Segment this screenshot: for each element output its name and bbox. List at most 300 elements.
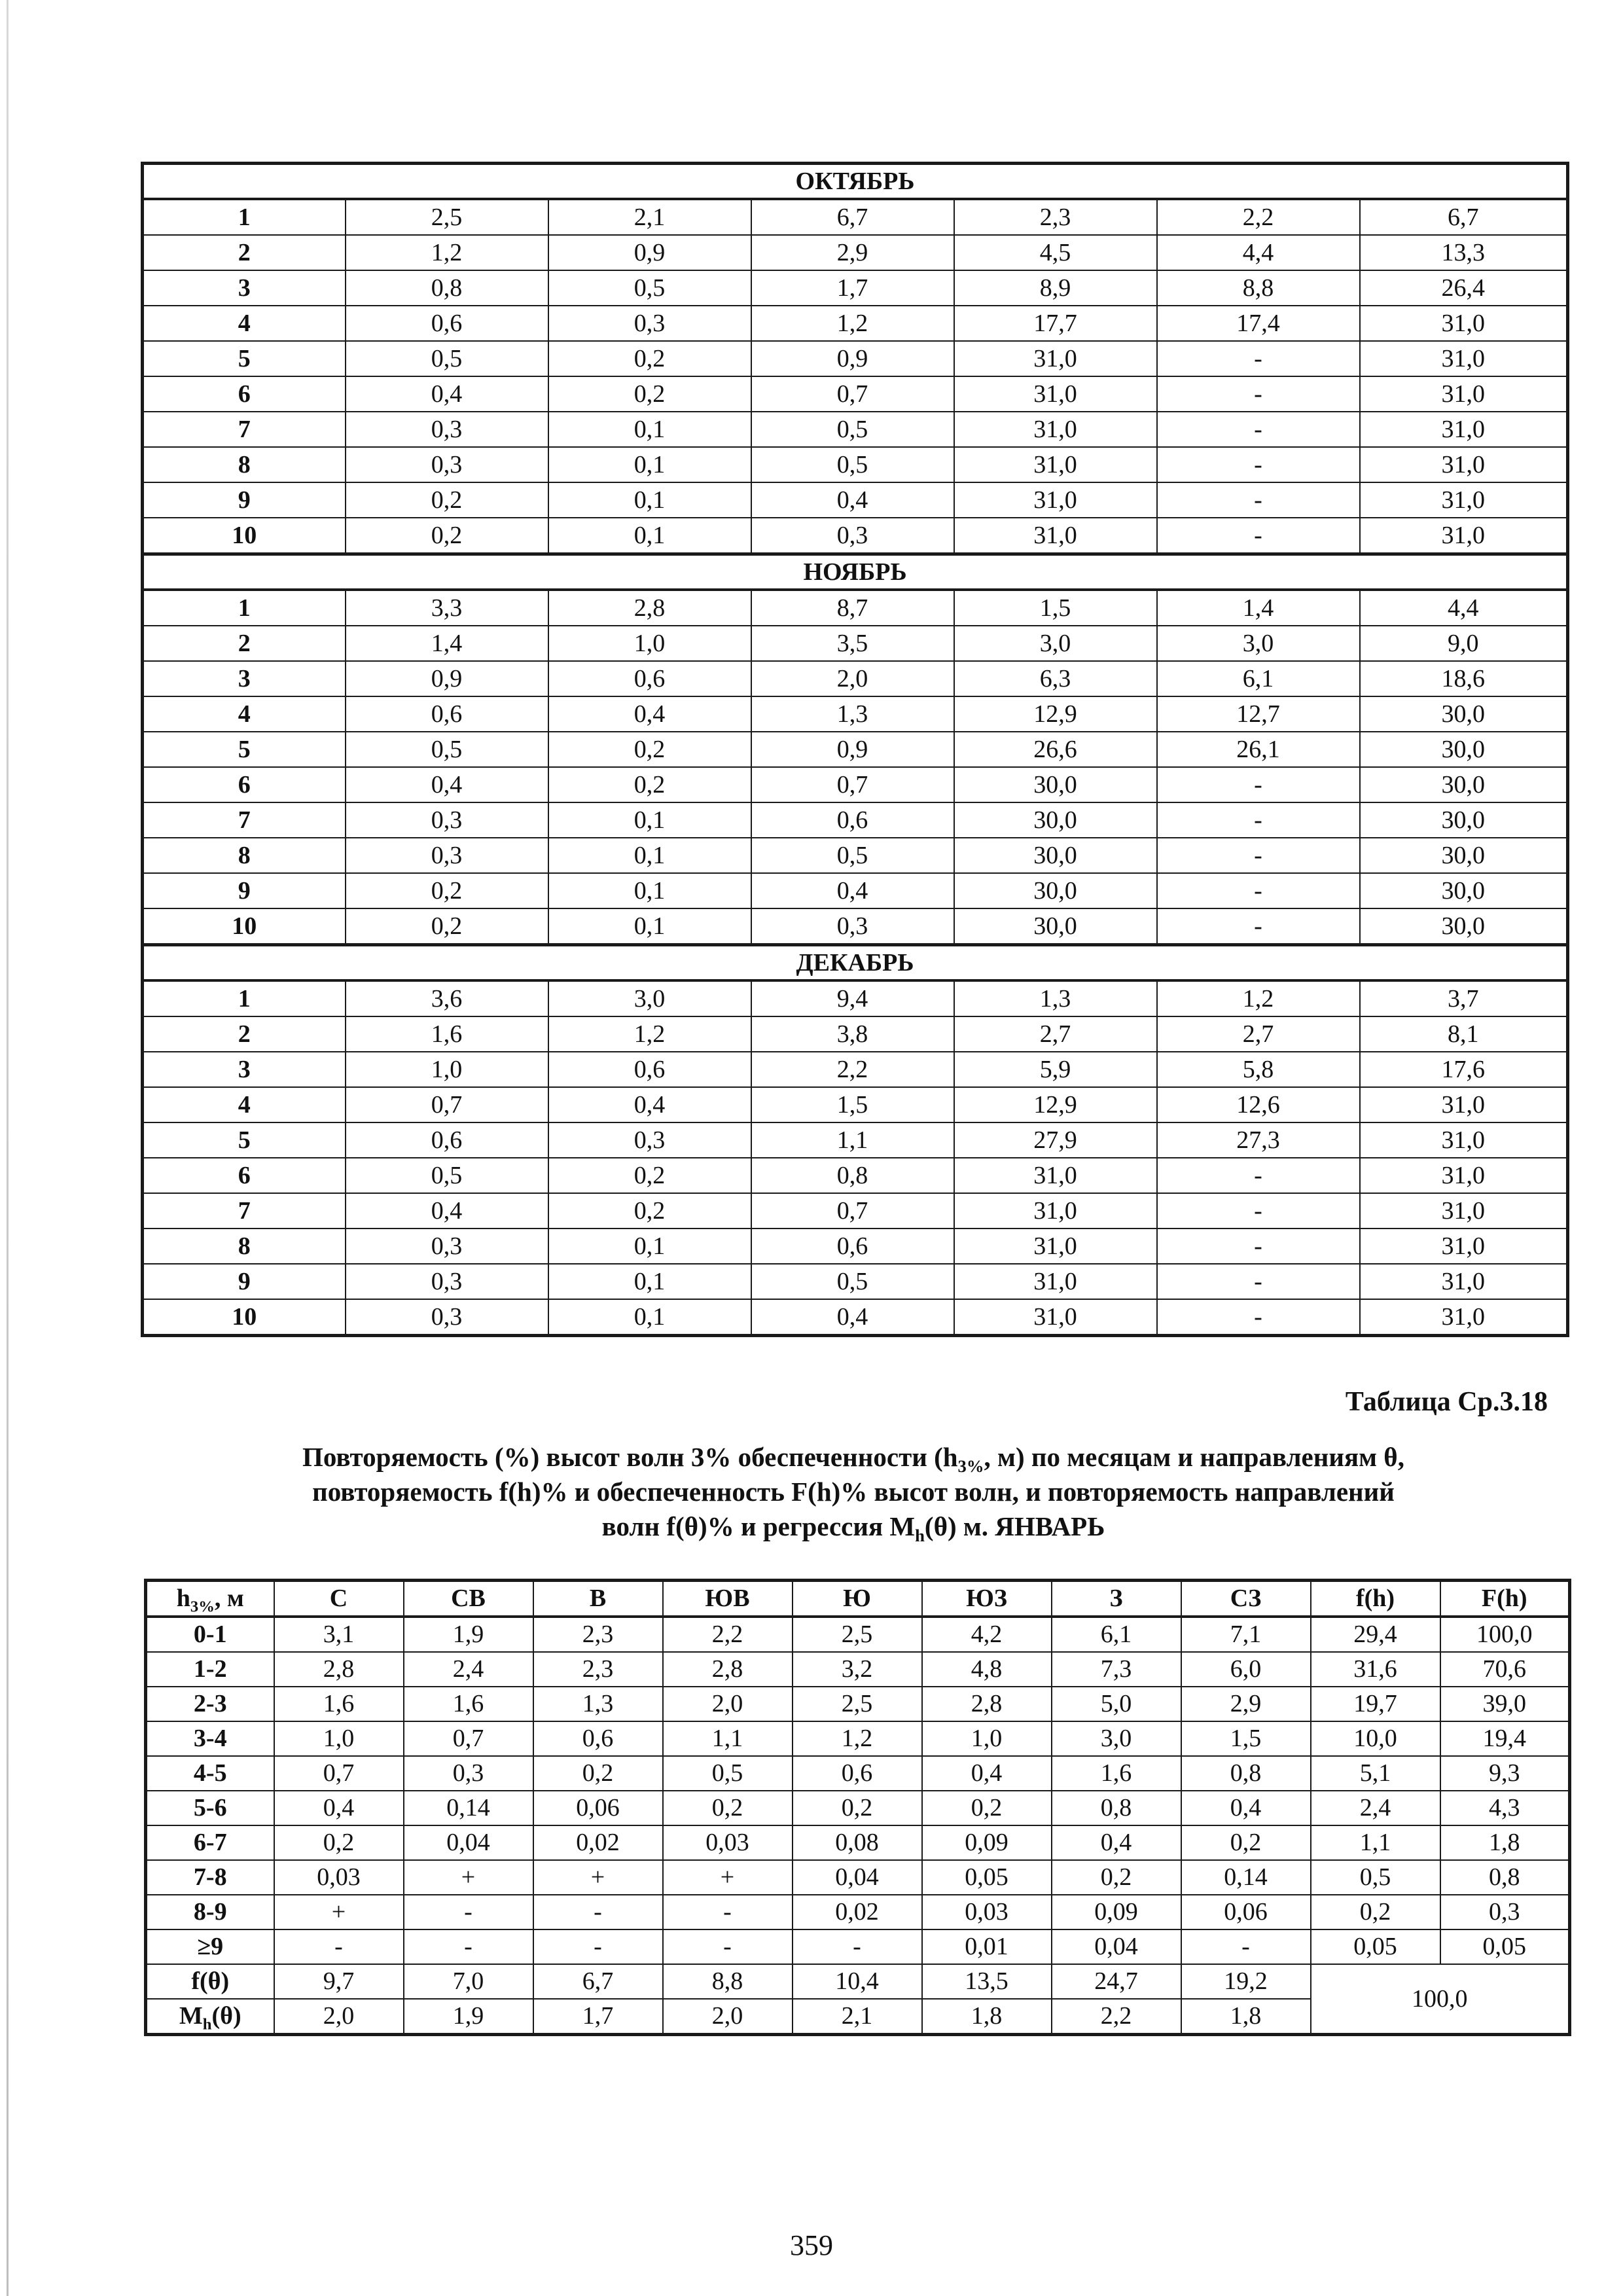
table-cell: 2,1 xyxy=(548,199,751,235)
table-cell: 0,3 xyxy=(1440,1895,1570,1929)
row-header: f(θ) xyxy=(146,1964,274,1999)
table-cell: 4,2 xyxy=(922,1617,1052,1652)
table-cell: 0,2 xyxy=(548,732,751,767)
table-cell: 2,5 xyxy=(346,199,548,235)
table-cell: - xyxy=(1181,1929,1311,1964)
row-number: 6 xyxy=(143,767,346,802)
row-header: 8-9 xyxy=(146,1895,274,1929)
column-header: F(h) xyxy=(1440,1581,1570,1617)
table-cell: 27,3 xyxy=(1157,1122,1360,1158)
table-cell: 1,5 xyxy=(1181,1721,1311,1756)
table-cell: 1,7 xyxy=(533,1999,663,2035)
table-cell: 5,1 xyxy=(1311,1756,1440,1791)
table-cell: 0,9 xyxy=(751,732,954,767)
table-cell: 0,5 xyxy=(1311,1860,1440,1895)
table-cell: 3,0 xyxy=(548,980,751,1016)
table-cell: 30,0 xyxy=(954,767,1157,802)
table-cell: 1,7 xyxy=(751,270,954,306)
table-cell: 0,5 xyxy=(751,838,954,873)
table-cell: 0,1 xyxy=(548,1229,751,1264)
table-cell: 31,0 xyxy=(1360,376,1568,412)
table-cell: 19,4 xyxy=(1440,1721,1570,1756)
table-cell: 0,4 xyxy=(1181,1791,1311,1825)
table-cell: 0,05 xyxy=(1440,1929,1570,1964)
table-cell: 12,6 xyxy=(1157,1087,1360,1122)
table-row xyxy=(143,590,1568,626)
table-cell: 4,3 xyxy=(1440,1791,1570,1825)
table-cell: 1,5 xyxy=(954,590,1157,626)
table-cell: 9,7 xyxy=(274,1964,404,1999)
table-cell: 0,7 xyxy=(751,1193,954,1229)
table-cell: 6,7 xyxy=(1360,199,1568,235)
row-number: 6 xyxy=(143,376,346,412)
row-header: 1-2 xyxy=(146,1652,274,1687)
table-cell: 0,9 xyxy=(751,341,954,376)
table-cell: 31,6 xyxy=(1311,1652,1440,1687)
table-cell: 3,8 xyxy=(751,1016,954,1052)
table-cell: 0,6 xyxy=(346,696,548,732)
table-cell: 0,04 xyxy=(404,1825,533,1860)
table-cell: 0,1 xyxy=(548,1264,751,1299)
table-row xyxy=(143,1299,1568,1336)
table-cell: 0,8 xyxy=(751,1158,954,1193)
row-header: ≥9 xyxy=(146,1929,274,1964)
table-cell: 6,1 xyxy=(1052,1617,1181,1652)
table-cell: 0,2 xyxy=(1311,1895,1440,1929)
row-header: 3-4 xyxy=(146,1721,274,1756)
total-cell: 100,0 xyxy=(1311,1964,1570,2035)
table-cell: 1,8 xyxy=(1440,1825,1570,1860)
row-number: 4 xyxy=(143,306,346,341)
table-cell: 30,0 xyxy=(1360,767,1568,802)
table-cell: 31,0 xyxy=(954,1264,1157,1299)
table-cell: 0,03 xyxy=(274,1860,404,1895)
table-cell: 0,1 xyxy=(548,447,751,482)
table-cell: 0,14 xyxy=(1181,1860,1311,1895)
table-cell: 0,3 xyxy=(346,1264,548,1299)
table-cell: 3,7 xyxy=(1360,980,1568,1016)
table-cell: 31,0 xyxy=(954,447,1157,482)
table-cell: 10,4 xyxy=(793,1964,922,1999)
table-cell: 31,0 xyxy=(1360,482,1568,518)
table-cell: 30,0 xyxy=(1360,873,1568,908)
column-header: З xyxy=(1052,1581,1181,1617)
table-row xyxy=(143,696,1568,732)
table-cell: 31,0 xyxy=(1360,518,1568,554)
table-cell: 0,5 xyxy=(346,732,548,767)
table-cell: 0,8 xyxy=(1052,1791,1181,1825)
table-row xyxy=(143,1052,1568,1087)
table-cell: 0,3 xyxy=(751,908,954,945)
table-cell: 1,6 xyxy=(346,1016,548,1052)
page-number: 359 xyxy=(790,2229,833,2261)
scan-edge-line xyxy=(7,0,9,2296)
january-wave-table xyxy=(144,1579,1571,2036)
table-cell: 2,3 xyxy=(954,199,1157,235)
table-cell: 6,7 xyxy=(533,1964,663,1999)
row-number: 7 xyxy=(143,1193,346,1229)
table-cell: 0,3 xyxy=(548,306,751,341)
table-cell: 0,6 xyxy=(346,306,548,341)
table-cell: 0,4 xyxy=(751,1299,954,1336)
table-row xyxy=(143,1193,1568,1229)
table-cell: 6,3 xyxy=(954,661,1157,696)
table-row xyxy=(143,1016,1568,1052)
table-cell: 0,14 xyxy=(404,1791,533,1825)
table-cell: 1,4 xyxy=(1157,590,1360,626)
row-number: 8 xyxy=(143,838,346,873)
table-cell: 0,4 xyxy=(346,376,548,412)
table-cell: 31,0 xyxy=(1360,1229,1568,1264)
row-number: 10 xyxy=(143,908,346,945)
table-row xyxy=(143,732,1568,767)
table-cell: 2,0 xyxy=(751,661,954,696)
table-cell: - xyxy=(404,1929,533,1964)
month-header-row xyxy=(143,945,1568,981)
table-cell: 30,0 xyxy=(1360,732,1568,767)
table-cell: 1,3 xyxy=(533,1687,663,1721)
table-cell: 8,1 xyxy=(1360,1016,1568,1052)
table-cell: 0,02 xyxy=(533,1825,663,1860)
table-row xyxy=(143,980,1568,1016)
table-cell: 1,8 xyxy=(922,1999,1052,2035)
table-cell: 0,4 xyxy=(346,1193,548,1229)
table-cell: 2,0 xyxy=(663,1999,793,2035)
caption-line-2: повторяемость f(h)% и обеспеченность F(h)% высот волн, и повторяемость направлений xyxy=(312,1477,1395,1507)
table-cell: 0,1 xyxy=(548,482,751,518)
table-cell: 27,9 xyxy=(954,1122,1157,1158)
table-cell: - xyxy=(1157,1158,1360,1193)
table-cell: 0,3 xyxy=(404,1756,533,1791)
table-cell: 12,7 xyxy=(1157,696,1360,732)
table-cell: 0,4 xyxy=(922,1756,1052,1791)
table-row xyxy=(146,1895,1570,1929)
table-cell: 4,4 xyxy=(1360,590,1568,626)
table-row xyxy=(146,1825,1570,1860)
table-cell: 0,2 xyxy=(663,1791,793,1825)
monthly-wave-table xyxy=(141,162,1569,1337)
table-cell: 2,8 xyxy=(548,590,751,626)
table-cell: + xyxy=(404,1860,533,1895)
row-number: 4 xyxy=(143,696,346,732)
table-cell: 31,0 xyxy=(954,341,1157,376)
table-cell: 0,1 xyxy=(548,412,751,447)
table-cell: 0,02 xyxy=(793,1895,922,1929)
table-cell: 70,6 xyxy=(1440,1652,1570,1687)
table-cell: 0,3 xyxy=(346,1229,548,1264)
row-header: 5-6 xyxy=(146,1791,274,1825)
row-number: 1 xyxy=(143,590,346,626)
table-row xyxy=(143,199,1568,235)
table-cell: 0,09 xyxy=(1052,1895,1181,1929)
month-header-row xyxy=(143,164,1568,200)
table-cell: 0,5 xyxy=(751,1264,954,1299)
table-cell: 17,6 xyxy=(1360,1052,1568,1087)
table-cell: 31,0 xyxy=(954,1193,1157,1229)
table-cell: 30,0 xyxy=(954,802,1157,838)
table-cell: 0,9 xyxy=(346,661,548,696)
table-cell: - xyxy=(1157,1229,1360,1264)
table-cell: 2,8 xyxy=(922,1687,1052,1721)
table-cell: 30,0 xyxy=(1360,696,1568,732)
table-cell: - xyxy=(1157,767,1360,802)
table-cell: - xyxy=(1157,518,1360,554)
row-number: 5 xyxy=(143,341,346,376)
row-number: 8 xyxy=(143,447,346,482)
table-cell: 0,5 xyxy=(346,1158,548,1193)
column-header: СВ xyxy=(404,1581,533,1617)
table-cell: 0,1 xyxy=(548,802,751,838)
table-row xyxy=(143,873,1568,908)
table-caption xyxy=(141,1440,1566,1544)
table-cell: 39,0 xyxy=(1440,1687,1570,1721)
table-cell: 0,04 xyxy=(793,1860,922,1895)
table-cell: 0,8 xyxy=(1440,1860,1570,1895)
table-cell: 30,0 xyxy=(1360,802,1568,838)
table-cell: 2,9 xyxy=(751,235,954,270)
table-cell: 0,4 xyxy=(548,696,751,732)
table-cell: 30,0 xyxy=(1360,838,1568,873)
table-cell: 12,9 xyxy=(954,1087,1157,1122)
row-number: 4 xyxy=(143,1087,346,1122)
table-cell: - xyxy=(1157,802,1360,838)
table-row xyxy=(143,802,1568,838)
table-cell: 3,3 xyxy=(346,590,548,626)
table-cell: 2,1 xyxy=(793,1999,922,2035)
table-cell: 0,7 xyxy=(404,1721,533,1756)
table-cell: 8,9 xyxy=(954,270,1157,306)
table-cell: 24,7 xyxy=(1052,1964,1181,1999)
table-cell: 0,2 xyxy=(346,518,548,554)
table-cell: 18,6 xyxy=(1360,661,1568,696)
table-cell: 2,0 xyxy=(663,1687,793,1721)
table-cell: 2,2 xyxy=(1157,199,1360,235)
table-cell: 0,1 xyxy=(548,873,751,908)
table-cell: 3,6 xyxy=(346,980,548,1016)
table-cell: 1,6 xyxy=(274,1687,404,1721)
table-row xyxy=(143,1122,1568,1158)
table-cell: + xyxy=(533,1860,663,1895)
table-row xyxy=(143,767,1568,802)
table-cell: 4,4 xyxy=(1157,235,1360,270)
table-cell: 0,05 xyxy=(922,1860,1052,1895)
table-cell: 1,2 xyxy=(751,306,954,341)
table-cell: + xyxy=(663,1860,793,1895)
table-cell: 17,4 xyxy=(1157,306,1360,341)
table-cell: - xyxy=(1157,1264,1360,1299)
month-header: ДЕКАБРЬ xyxy=(143,945,1568,981)
table-row xyxy=(143,838,1568,873)
table-cell: 1,0 xyxy=(346,1052,548,1087)
table-row xyxy=(143,482,1568,518)
table-number: Таблица Ср.3.18 xyxy=(1345,1387,1548,1417)
row-number: 5 xyxy=(143,1122,346,1158)
row-header: 2-3 xyxy=(146,1687,274,1721)
table-cell: 0,01 xyxy=(922,1929,1052,1964)
table-cell: - xyxy=(793,1929,922,1964)
table-cell: 100,0 xyxy=(1440,1617,1570,1652)
table-cell: - xyxy=(663,1895,793,1929)
row-number: 9 xyxy=(143,1264,346,1299)
table-row xyxy=(143,270,1568,306)
table-cell: 1,1 xyxy=(751,1122,954,1158)
caption-line-3: волн f(θ)% и регрессия $M_h(\theta)$ м. ЯНВАРЬ xyxy=(601,1511,1105,1546)
table-row xyxy=(143,626,1568,661)
table-cell: 13,5 xyxy=(922,1964,1052,1999)
table-cell: 31,0 xyxy=(954,1299,1157,1336)
table-cell: 0,4 xyxy=(274,1791,404,1825)
table-cell: 31,0 xyxy=(1360,1264,1568,1299)
table-cell: - xyxy=(1157,873,1360,908)
table-cell: 0,2 xyxy=(346,908,548,945)
table-cell: 10,0 xyxy=(1311,1721,1440,1756)
row-number: 6 xyxy=(143,1158,346,1193)
table-cell: 3,5 xyxy=(751,626,954,661)
table-cell: 0,08 xyxy=(793,1825,922,1860)
month-header: ОКТЯБРЬ xyxy=(143,164,1568,200)
table-row xyxy=(143,376,1568,412)
table-cell: 19,7 xyxy=(1311,1687,1440,1721)
table-cell: - xyxy=(274,1929,404,1964)
table-cell: 0,05 xyxy=(1311,1929,1440,1964)
table-cell: 30,0 xyxy=(1360,908,1568,945)
table-cell: 1,6 xyxy=(404,1687,533,1721)
table-cell: 3,0 xyxy=(954,626,1157,661)
table-row xyxy=(143,235,1568,270)
table-cell: 0,7 xyxy=(751,767,954,802)
row-number: 5 xyxy=(143,732,346,767)
table-cell: 0,3 xyxy=(548,1122,751,1158)
table-cell: 2,5 xyxy=(793,1617,922,1652)
table-cell: 1,2 xyxy=(346,235,548,270)
row-number: 7 xyxy=(143,412,346,447)
table-cell: 4,8 xyxy=(922,1652,1052,1687)
table-cell: 5,9 xyxy=(954,1052,1157,1087)
row-number: 9 xyxy=(143,482,346,518)
table-cell: 0,5 xyxy=(751,412,954,447)
table-cell: 1,2 xyxy=(1157,980,1360,1016)
table-cell: 0,6 xyxy=(548,1052,751,1087)
table-cell: 2,3 xyxy=(533,1617,663,1652)
table-cell: 0,7 xyxy=(751,376,954,412)
table-cell: 13,3 xyxy=(1360,235,1568,270)
table-cell: 0,5 xyxy=(751,447,954,482)
table-cell: 30,0 xyxy=(954,838,1157,873)
table-cell: 2,4 xyxy=(1311,1791,1440,1825)
table-cell: 0,2 xyxy=(548,1158,751,1193)
caption-line-1: Повторяемость (%) высот волн 3% обеспеченности ($h_{3\%}$, м) по месяцам и направлениям θ, xyxy=(302,1442,1404,1477)
column-header: ЮВ xyxy=(663,1581,793,1617)
table-row xyxy=(143,447,1568,482)
table-cell: 6,1 xyxy=(1157,661,1360,696)
table-cell: 2,2 xyxy=(663,1617,793,1652)
table-cell: 2,0 xyxy=(274,1999,404,2035)
table-cell: 9,0 xyxy=(1360,626,1568,661)
table-cell: 1,9 xyxy=(404,1617,533,1652)
table-cell: - xyxy=(404,1895,533,1929)
table-row xyxy=(146,1791,1570,1825)
table-cell: 0,6 xyxy=(533,1721,663,1756)
table-cell: 1,8 xyxy=(1181,1999,1311,2035)
table-cell: 0,5 xyxy=(346,341,548,376)
table-cell: 0,1 xyxy=(548,1299,751,1336)
table-cell: 1,6 xyxy=(1052,1756,1181,1791)
table-cell: 31,0 xyxy=(954,1229,1157,1264)
row-number: 1 xyxy=(143,199,346,235)
table-row xyxy=(143,1087,1568,1122)
table-cell: 0,06 xyxy=(1181,1895,1311,1929)
table-cell: 0,2 xyxy=(533,1756,663,1791)
row-number: 1 xyxy=(143,980,346,1016)
row-header: 0-1 xyxy=(146,1617,274,1652)
table-cell: 2,4 xyxy=(404,1652,533,1687)
table-cell: 30,0 xyxy=(954,873,1157,908)
table-cell: 29,4 xyxy=(1311,1617,1440,1652)
table-cell: 0,2 xyxy=(793,1791,922,1825)
row-number: 9 xyxy=(143,873,346,908)
month-header: НОЯБРЬ xyxy=(143,554,1568,590)
table-row xyxy=(143,412,1568,447)
table-cell: 1,0 xyxy=(548,626,751,661)
table-cell: 2,8 xyxy=(274,1652,404,1687)
table-cell: - xyxy=(533,1929,663,1964)
table-cell: 26,1 xyxy=(1157,732,1360,767)
table-cell: 0,6 xyxy=(548,661,751,696)
table-row xyxy=(143,908,1568,945)
table-cell: - xyxy=(1157,447,1360,482)
table-cell: - xyxy=(1157,1299,1360,1336)
table-cell: 0,03 xyxy=(663,1825,793,1860)
table-cell: 0,2 xyxy=(548,767,751,802)
table-cell: 0,3 xyxy=(346,838,548,873)
table-cell: 0,6 xyxy=(751,1229,954,1264)
row-header: $M_h(\theta)$ xyxy=(146,1999,274,2035)
row-number: 3 xyxy=(143,661,346,696)
table-cell: 0,7 xyxy=(346,1087,548,1122)
table-cell: 0,2 xyxy=(1052,1860,1181,1895)
table-cell: - xyxy=(1157,341,1360,376)
table-cell: 31,0 xyxy=(954,376,1157,412)
table-row xyxy=(146,1721,1570,1756)
table-cell: 0,2 xyxy=(548,1193,751,1229)
table-cell: 0,1 xyxy=(548,838,751,873)
table-row xyxy=(143,1229,1568,1264)
table-row xyxy=(146,1617,1570,1652)
table-cell: 0,7 xyxy=(274,1756,404,1791)
table-cell: 2,2 xyxy=(751,1052,954,1087)
table-cell: 2,7 xyxy=(1157,1016,1360,1052)
table-cell: 0,3 xyxy=(751,518,954,554)
table-cell: 19,2 xyxy=(1181,1964,1311,1999)
table-cell: 5,0 xyxy=(1052,1687,1181,1721)
table-cell: 31,0 xyxy=(954,482,1157,518)
table-row xyxy=(143,518,1568,554)
table-cell: 2,9 xyxy=(1181,1687,1311,1721)
table-cell: 1,0 xyxy=(922,1721,1052,1756)
table-cell: 0,2 xyxy=(548,341,751,376)
table-cell: 0,4 xyxy=(346,767,548,802)
table-cell: 0,5 xyxy=(548,270,751,306)
table-cell: 0,2 xyxy=(274,1825,404,1860)
table-cell: 0,6 xyxy=(793,1756,922,1791)
table-row xyxy=(146,1652,1570,1687)
table-cell: 31,0 xyxy=(1360,447,1568,482)
table-cell: 31,0 xyxy=(1360,1299,1568,1336)
table-cell: 3,2 xyxy=(793,1652,922,1687)
table-cell: 31,0 xyxy=(1360,412,1568,447)
table-cell: 31,0 xyxy=(1360,1087,1568,1122)
table-cell: 3,0 xyxy=(1157,626,1360,661)
